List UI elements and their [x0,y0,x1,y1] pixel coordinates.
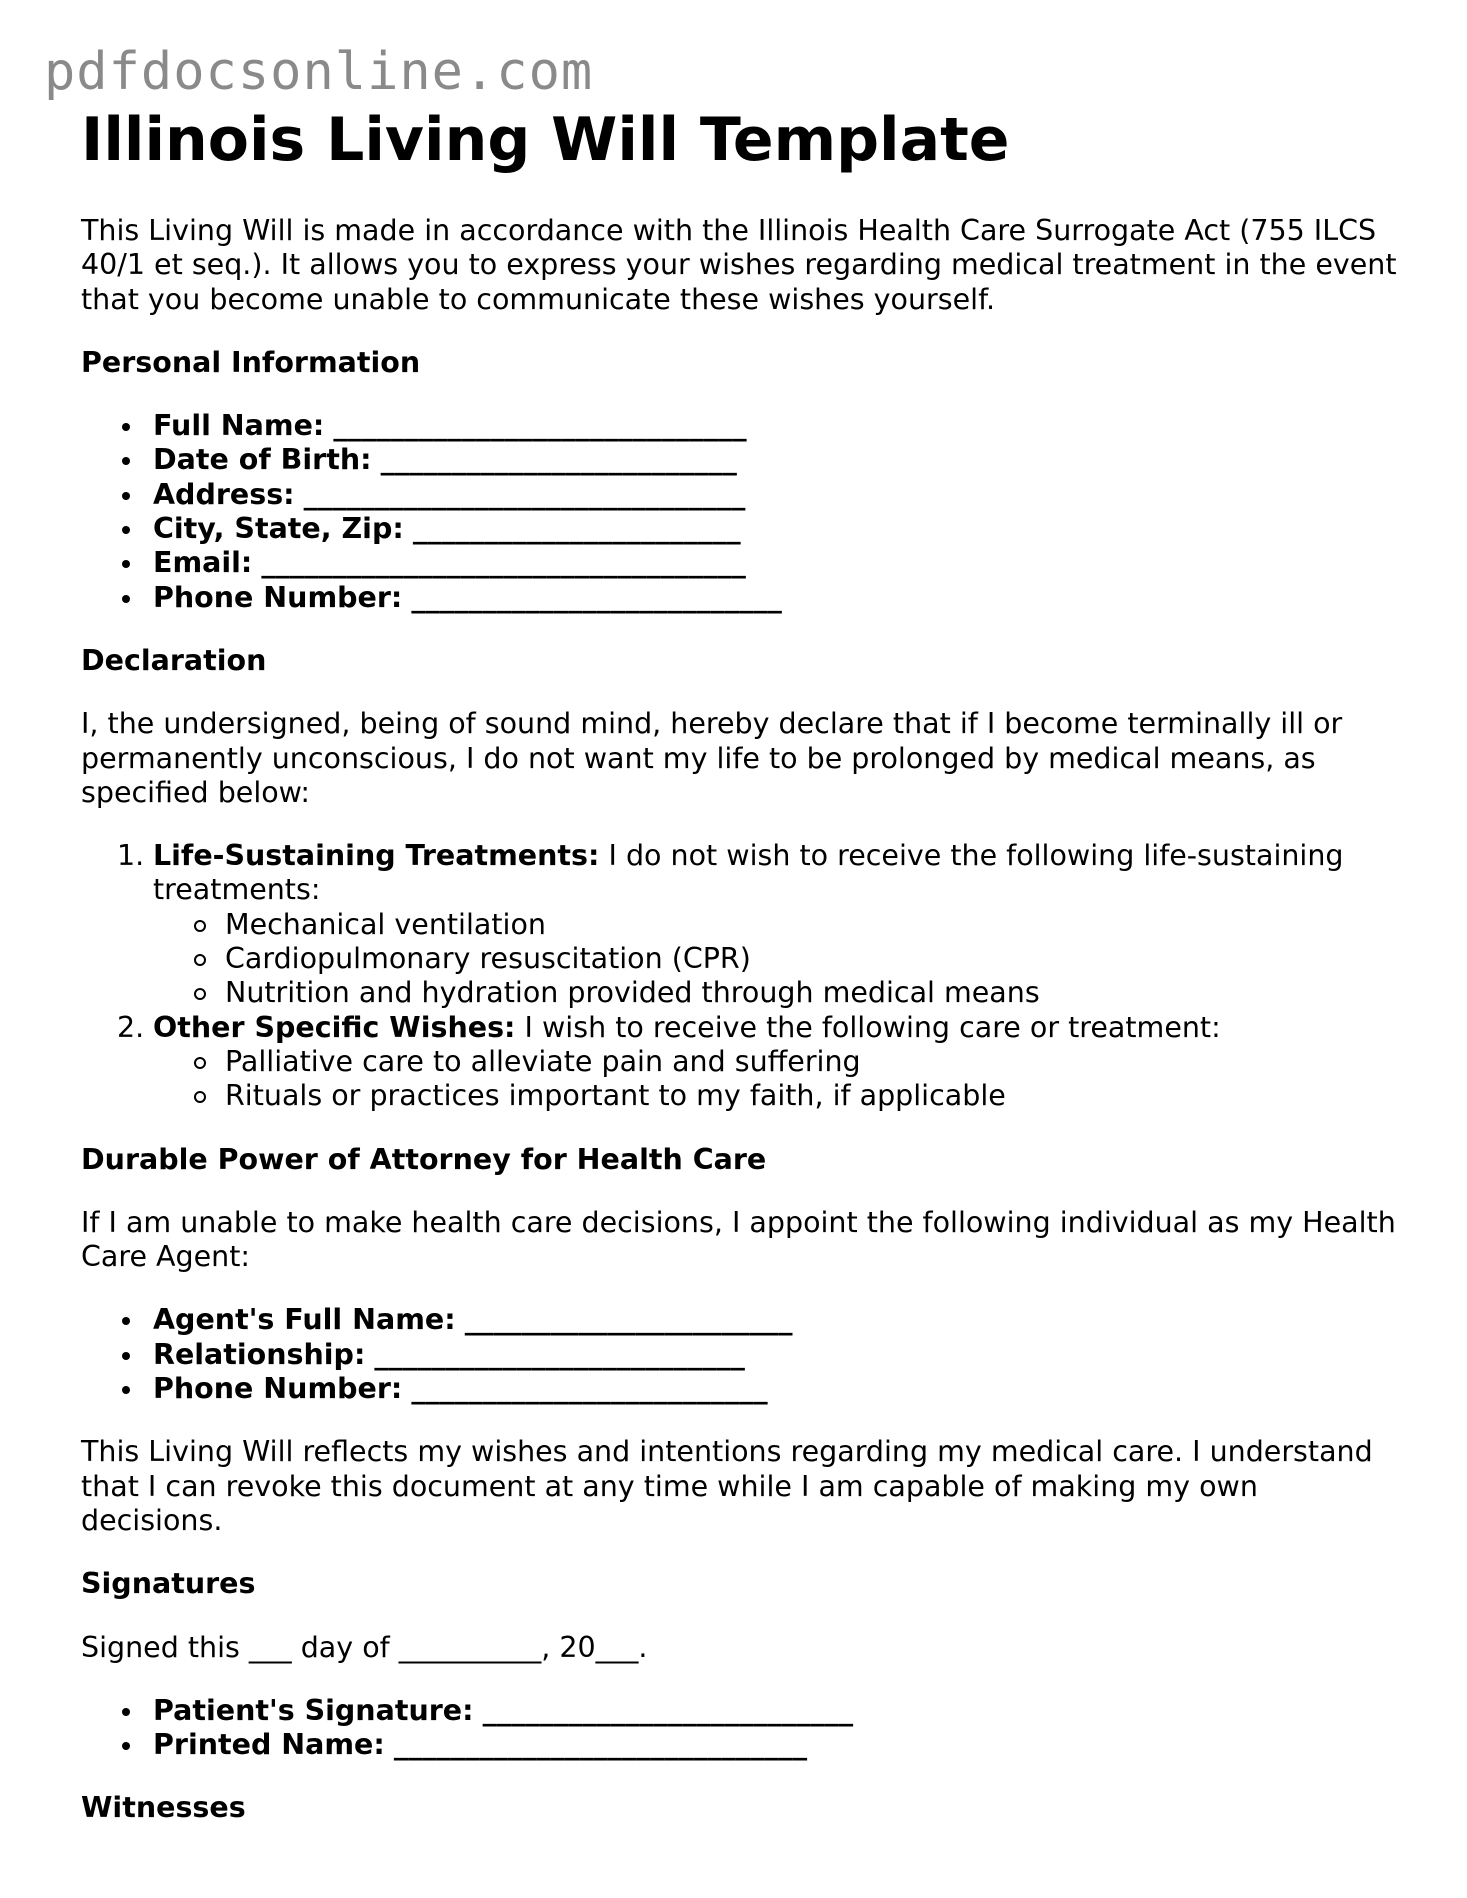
fill-in-blank[interactable]: _____________________________ [393,1728,808,1762]
field-label: Email: [153,546,253,580]
field-label: Printed Name: [153,1728,385,1762]
list-item [81,409,1401,443]
declaration-heading: Declaration [81,643,267,677]
list-item [81,1011,1401,1114]
list-item [81,1728,1401,1762]
list-item [81,443,1401,477]
fill-in-blank[interactable]: _______________________________ [303,477,746,511]
fill-in-blank[interactable]: _______________________ [464,1303,793,1337]
sub-list [153,1045,1401,1114]
field-label: Address: [153,477,295,511]
list-item [81,1372,1401,1406]
field-label: Phone Number: [153,580,403,614]
item-text: I wish to receive the following care or treatment: [515,1010,1221,1044]
fill-in-blank[interactable]: _________________________ [380,443,737,477]
personal-info-heading: Personal Information [81,345,421,379]
item-label: Life-Sustaining Treatments: [153,839,600,873]
personal-info-list [81,409,1401,615]
field-label: Full Name: [153,409,325,443]
item-number: 1. [117,839,145,873]
fill-in-blank[interactable]: _________________________ [411,1372,768,1406]
sub-list-item: Nutrition and hydration provided through medical means [153,976,1401,1010]
sub-list-item: Palliative care to alleviate pain and suffering [153,1045,1401,1079]
field-label: Relationship: [153,1337,366,1371]
field-label: City, State, Zip: [153,512,404,546]
watermark-text: pdfdocsonline.com [44,42,594,102]
intro-paragraph: This Living Will is made in accordance with the Illinois Health Care Surrogate Act (755 ILCS 40/1 et seq.). It allows you to express your wishes regarding medical treatment in the event that you become unable to communicate these wishes yourself. [81,214,1397,316]
closing-paragraph: This Living Will reflects my wishes and intentions regarding my medical care. I understand that I can revoke this document at any time while I am capable of making my own decisions. [81,1435,1373,1537]
item-number: 2. [117,1010,145,1044]
fill-in-blank[interactable]: _______________________ [412,512,741,546]
list-item [81,581,1401,615]
signatures-heading: Signatures [81,1567,256,1601]
field-label: Agent's Full Name: [153,1303,456,1337]
fill-in-blank[interactable]: _____________________________ [333,409,747,443]
fill-in-blank[interactable]: __________________________ [374,1337,745,1371]
witnesses-heading: Witnesses [81,1791,246,1825]
item-label: Other Specific Wishes: [153,1010,516,1044]
declaration-list [81,839,1401,1113]
declaration-paragraph: I, the undersigned, being of sound mind, hereby declare that if I become terminally ill or permanently unconscious, I do not want my life to be prolonged by medical means, as specified below: [81,707,1343,809]
fill-in-blank[interactable]: __________________________ [482,1693,854,1727]
signature-list [81,1694,1401,1763]
signed-date-line[interactable]: Signed this ___ day of __________, 20___. [81,1630,648,1664]
page-title: Illinois Living Will Template [81,105,1010,175]
list-item [81,1338,1401,1372]
list-item [81,512,1401,546]
agent-info-list [81,1303,1401,1406]
list-item [81,546,1401,580]
sub-list-item: Cardiopulmonary resuscitation (CPR) [153,942,1401,976]
field-label: Phone Number: [153,1372,403,1406]
field-label: Date of Birth: [153,443,372,477]
poa-heading: Durable Power of Attorney for Health Care [81,1142,767,1176]
item-text: I do not wish to receive the following life-sustaining treatments: [153,839,1344,907]
poa-paragraph: If I am unable to make health care decisions, I appoint the following individual as my Health Care Agent: [81,1205,1396,1274]
field-label: Patient's Signature: [153,1693,474,1727]
list-item [81,1303,1401,1337]
sub-list [153,908,1401,1011]
sub-list-item: Rituals or practices important to my faith, if applicable [153,1079,1401,1113]
fill-in-blank[interactable]: __________________________ [411,580,782,614]
sub-list-item: Mechanical ventilation [153,908,1401,942]
document-page [81,104,1401,1826]
list-item [81,478,1401,512]
list-item [81,839,1401,1010]
list-item [81,1694,1401,1728]
fill-in-blank[interactable]: __________________________________ [261,546,746,580]
